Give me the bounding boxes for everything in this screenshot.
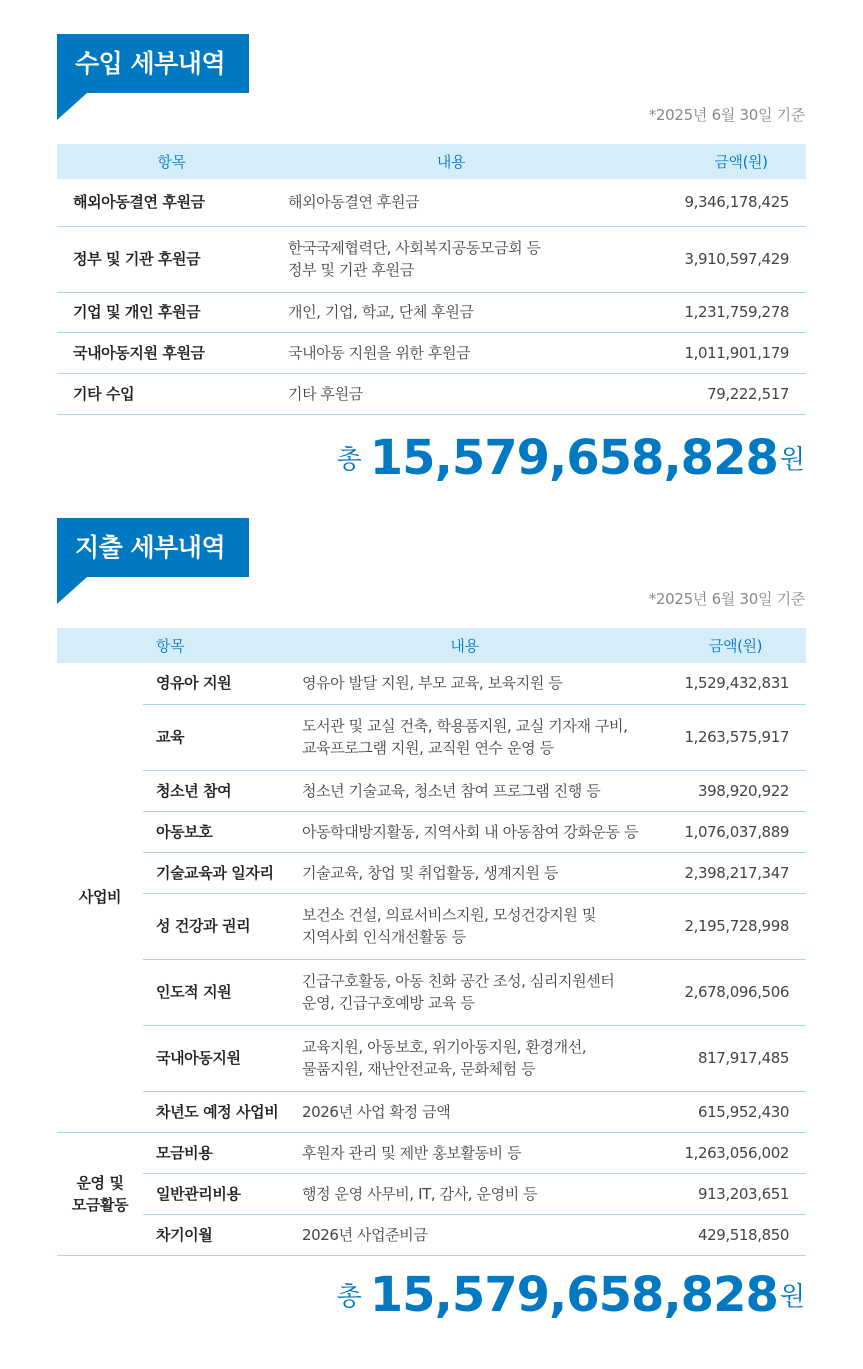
- row-item: 해외아동결연 후원금: [57, 179, 286, 226]
- row-desc-line: 교육지원, 아동보호, 위기아동지원, 환경개선,: [302, 1038, 587, 1056]
- expense-header-desc: 내용: [288, 628, 641, 663]
- row-item: 교육: [143, 704, 288, 770]
- expense-total-value: 15,579,658,828: [369, 1267, 778, 1323]
- row-item: 일반관리비용: [143, 1173, 288, 1214]
- income-total-label: 총: [336, 445, 362, 475]
- row-item: 차년도 예정 사업비: [143, 1091, 288, 1132]
- group-business: 사업비: [57, 663, 143, 1132]
- row-desc-line: 긴급구호활동, 아동 친화 공간 조성, 심리지원센터: [302, 972, 615, 990]
- row-desc: [288, 811, 641, 852]
- row-desc: [288, 704, 641, 770]
- group-operations-line: 모금활동: [71, 1195, 129, 1214]
- table-row: [57, 373, 806, 414]
- row-desc-line: 기술교육, 창업 및 취업활동, 생계지원 등: [302, 863, 559, 882]
- income-total-value: 15,579,658,828: [369, 430, 778, 486]
- row-amount: 9,346,178,425: [616, 179, 806, 226]
- row-desc-line: 2026년 사업 확정 금액: [302, 1102, 451, 1121]
- expense-total-unit: 원: [779, 1282, 805, 1312]
- row-item: 기술교육과 일자리: [143, 852, 288, 893]
- row-amount: 2,195,728,998: [641, 893, 806, 959]
- row-desc-line: 운영, 긴급구호예방 교육 등: [302, 994, 475, 1012]
- row-item: 정부 및 기관 후원금: [57, 226, 286, 292]
- row-desc: [288, 893, 641, 959]
- row-desc: [286, 292, 616, 332]
- row-amount: 1,076,037,889: [641, 811, 806, 852]
- row-desc-line: 2026년 사업준비금: [302, 1225, 428, 1244]
- expense-header-spacer: [57, 628, 143, 663]
- row-desc-line: 도서관 및 교실 건축, 학용품지원, 교실 기자재 구비,: [302, 717, 628, 735]
- group-operations: [57, 1132, 143, 1255]
- row-desc-line: 후원자 관리 및 제반 홍보활동비 등: [302, 1143, 522, 1162]
- table-row: [57, 663, 806, 704]
- income-header-amount: 금액(원): [616, 144, 806, 179]
- row-desc: [288, 1173, 641, 1214]
- row-desc-line: 행정 운영 사무비, IT, 감사, 운영비 등: [302, 1184, 538, 1203]
- row-desc: [288, 1025, 641, 1091]
- row-desc: [288, 770, 641, 811]
- row-desc-line: 보건소 건설, 의료서비스지원, 모성건강지원 및: [302, 906, 596, 924]
- row-amount: 429,518,850: [641, 1214, 806, 1255]
- row-desc-line: 물품지원, 재난안전교육, 문화체험 등: [302, 1060, 536, 1078]
- expense-total-label: 총: [336, 1282, 362, 1312]
- row-desc-line: 영유아 발달 지원, 부모 교육, 보육지원 등: [302, 674, 563, 693]
- row-item: 인도적 지원: [143, 959, 288, 1025]
- table-row: [57, 179, 806, 226]
- group-operations-line: 운영 및: [76, 1173, 124, 1192]
- row-desc: [288, 852, 641, 893]
- expense-total: [337, 1267, 805, 1323]
- row-amount: 398,920,922: [641, 770, 806, 811]
- income-section-title: 수입 세부내역: [57, 34, 249, 93]
- table-row: [57, 1214, 806, 1255]
- row-desc: [288, 1091, 641, 1132]
- table-row: [57, 1173, 806, 1214]
- row-desc-line: 지역사회 인식개선활동 등: [302, 928, 466, 946]
- row-amount: 1,529,432,831: [641, 663, 806, 704]
- row-item: 국내아동지원 후원금: [57, 332, 286, 373]
- row-amount: 913,203,651: [641, 1173, 806, 1214]
- row-desc: [286, 373, 616, 414]
- expense-date-note: *2025년 6월 30일 기준: [648, 590, 805, 608]
- row-item: 성 건강과 권리: [143, 893, 288, 959]
- income-table-header: [57, 144, 806, 179]
- row-desc-line: 국내아동 지원을 위한 후원금: [288, 343, 471, 362]
- table-row: [57, 1091, 806, 1132]
- table-row: [57, 1025, 806, 1091]
- income-header-desc: 내용: [286, 144, 616, 179]
- row-amount: 79,222,517: [616, 373, 806, 414]
- row-desc-line: 아동학대방지활동, 지역사회 내 아동참여 강화운동 등: [302, 822, 639, 841]
- row-desc: [286, 332, 616, 373]
- row-amount: 2,398,217,347: [641, 852, 806, 893]
- row-item: 기업 및 개인 후원금: [57, 292, 286, 332]
- row-item: 국내아동지원: [143, 1025, 288, 1091]
- table-row: [57, 770, 806, 811]
- row-desc: [288, 663, 641, 704]
- row-desc-line: 청소년 기술교육, 청소년 참여 프로그램 진행 등: [302, 781, 601, 800]
- expense-header-amount: 금액(원): [641, 628, 806, 663]
- row-amount: 2,678,096,506: [641, 959, 806, 1025]
- expense-table-header: [57, 628, 806, 663]
- table-row: [57, 811, 806, 852]
- row-desc-line: 기타 후원금: [288, 384, 363, 403]
- table-row: [57, 292, 806, 332]
- row-desc-line: 해외아동결연 후원금: [288, 193, 420, 212]
- expense-header-item: 항목: [143, 628, 288, 663]
- row-item: 영유아 지원: [143, 663, 288, 704]
- row-item: 기타 수입: [57, 373, 286, 414]
- row-item: 차기이월: [143, 1214, 288, 1255]
- table-row: [57, 852, 806, 893]
- row-desc: [288, 959, 641, 1025]
- expense-section-title: 지출 세부내역: [57, 518, 249, 577]
- income-table: [57, 144, 806, 415]
- row-amount: 3,910,597,429: [616, 226, 806, 292]
- row-item: 모금비용: [143, 1132, 288, 1173]
- row-desc: [288, 1214, 641, 1255]
- income-date-note: *2025년 6월 30일 기준: [648, 106, 805, 124]
- row-desc: [286, 226, 616, 292]
- table-row: [57, 959, 806, 1025]
- row-item: 청소년 참여: [143, 770, 288, 811]
- row-amount: 1,231,759,278: [616, 292, 806, 332]
- row-desc-line: 한국국제협력단, 사회복지공동모금회 등: [288, 239, 541, 257]
- expense-title-tail: [57, 577, 87, 604]
- expense-table: [57, 628, 806, 1256]
- income-title-tail: [57, 93, 87, 120]
- row-amount: 1,011,901,179: [616, 332, 806, 373]
- row-amount: 1,263,575,917: [641, 704, 806, 770]
- row-desc-line: 개인, 기업, 학교, 단체 후원금: [288, 303, 474, 321]
- row-desc: [288, 1132, 641, 1173]
- row-desc: [286, 179, 616, 226]
- table-row: [57, 893, 806, 959]
- income-header-item: 항목: [57, 144, 286, 179]
- row-amount: 1,263,056,002: [641, 1132, 806, 1173]
- row-item: 아동보호: [143, 811, 288, 852]
- row-amount: 817,917,485: [641, 1025, 806, 1091]
- table-row: [57, 226, 806, 292]
- income-total-unit: 원: [779, 445, 805, 475]
- row-desc-line: 교육프로그램 지원, 교직원 연수 운영 등: [302, 739, 554, 757]
- table-row: [57, 1132, 806, 1173]
- row-desc-line: 정부 및 기관 후원금: [288, 261, 414, 279]
- row-amount: 615,952,430: [641, 1091, 806, 1132]
- income-total: [337, 430, 805, 486]
- table-row: [57, 704, 806, 770]
- table-row: [57, 332, 806, 373]
